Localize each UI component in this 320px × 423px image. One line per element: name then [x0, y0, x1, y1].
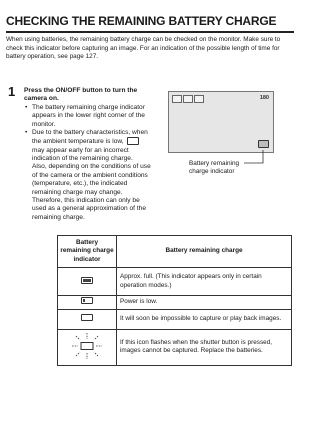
table-cell-icon — [58, 268, 117, 296]
mode-icon — [172, 95, 182, 103]
table-cell-text: It will soon be impossible to capture or play back images. — [117, 309, 292, 329]
table-row — [58, 268, 292, 296]
step-number: 1 — [8, 84, 16, 99]
battery-full-icon — [81, 277, 93, 284]
intro-paragraph: When using batteries, the remaining battery charge can be checked on the monitor. Make sure to check this indicator before capturing an image. For an indication of the possible length of time for battery operation, see page 127. — [6, 36, 281, 61]
table-row — [58, 309, 292, 329]
step-body — [24, 87, 152, 222]
table-cell-text: Approx. full. (This indicator appears only in certain operation modes.) — [117, 268, 292, 296]
battery-empty-icon — [127, 137, 139, 145]
battery-empty-icon — [81, 314, 93, 321]
shot-count: 180 — [259, 95, 269, 101]
table-header-indicator: Battery remaining charge indicator — [58, 236, 117, 268]
table-cell-text: Power is low. — [117, 296, 292, 309]
step-bullets — [24, 104, 152, 222]
table-cell-icon — [58, 309, 117, 329]
monitor-status-icons — [172, 95, 204, 103]
table-cell-icon — [58, 296, 117, 309]
title-rule — [6, 31, 294, 33]
camera-monitor-illustration — [168, 91, 274, 153]
bullet-text-b: may appear early for an incorrect indication of the remaining charge. — [32, 146, 133, 162]
table-header-charge: Battery remaining charge — [117, 236, 292, 268]
table-row — [58, 296, 292, 309]
battery-low-icon — [81, 297, 93, 304]
page-title: CHECKING THE REMAINING BATTERY CHARGE — [6, 14, 277, 28]
table-cell-text: If this icon flashes when the shutter button is pressed, images cannot be captured. Replace the batteries. — [117, 329, 292, 365]
flash-rays — [70, 331, 104, 361]
table-row — [58, 329, 292, 365]
bullet-text: The battery remaining charge indicator appears in the lower right corner of the monitor. — [32, 103, 145, 128]
bullet-temperature-note — [24, 129, 152, 222]
quality-icon — [194, 95, 204, 103]
battery-indicator-icon — [258, 140, 269, 148]
bullet-indicator-location — [24, 104, 152, 129]
battery-level-fill — [83, 279, 91, 282]
battery-flashing-icon — [70, 331, 104, 361]
resolution-icon — [183, 95, 193, 103]
bullet-text-a: Due to the battery characteristics, when the ambient temperature is low, — [32, 129, 148, 146]
charge-table — [57, 235, 292, 366]
table-header-row — [58, 236, 292, 268]
callout-label: Battery remaining charge indicator — [189, 160, 240, 175]
table-cell-icon — [58, 329, 117, 365]
bullet-text-c: Also, depending on the conditions of use of the camera or the ambient conditions (temperature, etc.), the indicated remaining charge may change. Therefore, this indication can only be used as a general approximation of the remaining charge. — [32, 163, 151, 221]
battery-level-fill — [83, 299, 85, 302]
step-heading: Press the ON/OFF button to turn the camera on. — [24, 87, 138, 103]
